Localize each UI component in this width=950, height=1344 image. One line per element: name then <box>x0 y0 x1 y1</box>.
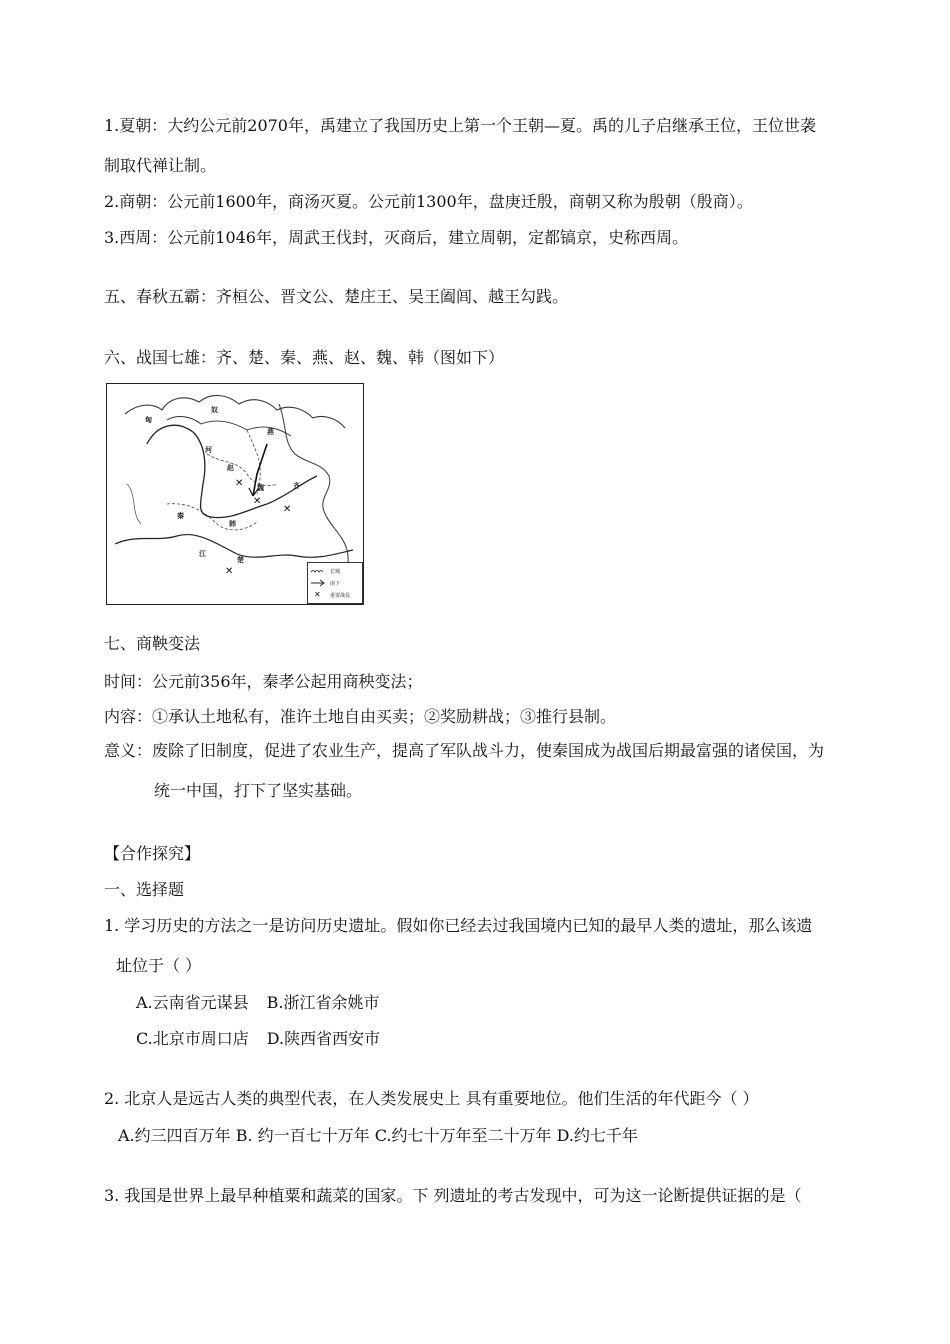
cooperation-header: 【合作探究】 <box>104 844 201 863</box>
question-1-stem-cont: 址位于（ ） <box>116 956 202 975</box>
map-label-xiongnu-1: 匈 <box>145 416 152 424</box>
svg-text:✕: ✕ <box>225 566 234 577</box>
question-1-options-row-2 <box>136 1029 380 1049</box>
question-1-option-a[interactable]: A.云南省元谋县 <box>136 993 249 1012</box>
question-2-stem: 2. 北京人是远古人类的典型代表，在人类发展史上 具有重要地位。他们生活的年代距今（ ） <box>104 1089 759 1108</box>
map-label-jiang: 江 <box>199 550 206 558</box>
svg-text:✕: ✕ <box>253 496 262 507</box>
dynasty-xia-line-cont: 制取代禅让制。 <box>104 156 217 175</box>
svg-text:✕: ✕ <box>314 590 321 599</box>
reform-meaning-cont: 统一中国，打下了坚实基础。 <box>154 781 363 800</box>
spring-autumn-five-hegemons: 五、春秋五霸：齐桓公、晋文公、楚庄王、吴王阖闾、越王勾践。 <box>104 287 569 306</box>
question-1-stem: 1. 学习历史的方法之一是访问历史遗址。假如你已经去过我国境内已知的最早人类的遗址，那么该遗 <box>104 916 813 935</box>
question-2-options[interactable]: A.约三四百万年 B. 约一百七十万年 C.约七十万年至二十万年 D.约七千年 <box>118 1126 638 1145</box>
svg-text:✕: ✕ <box>283 504 292 515</box>
map-label-qin: 秦 <box>177 512 184 520</box>
map-legend <box>307 562 363 604</box>
svg-text:✕: ✕ <box>235 478 244 489</box>
shang-yang-reform-title: 七、商鞅变法 <box>104 634 201 653</box>
reform-meaning: 意义：废除了旧制度，促进了农业生产，提高了军队战斗力，使秦国成为战国后期最富强的诸侯国，为 <box>104 741 825 760</box>
map-label-yan: 燕 <box>267 428 274 436</box>
dynasty-xizhou-line: 3.西周：公元前1046年，周武王伐封，灭商后，建立周朝，定都镐京，史称西周。 <box>104 228 688 247</box>
map-label-wei: 魏 <box>257 484 264 492</box>
reform-content: 内容：①承认土地私有，准许土地自由买卖；②奖励耕战；③推行县制。 <box>104 707 617 726</box>
dynasty-xia-line: 1.夏朝：大约公元前2070年，禹建立了我国历史上第一个王朝—夏。禹的儿子启继承王位，王位世袭 <box>104 116 816 135</box>
reform-time: 时间：公元前356年，秦孝公起用商秧变法； <box>104 672 423 691</box>
question-1-option-b[interactable]: B.浙江省余姚市 <box>266 993 380 1012</box>
map-label-xiongnu-2: 奴 <box>211 406 218 414</box>
dynasty-shang-line: 2.商朝：公元前1600年，商汤灭夏。公元前1300年，盘庚迁殷，商朝又称为殷朝（殷商）。 <box>104 192 753 211</box>
question-1-option-d[interactable]: D.陕西省西安市 <box>266 1029 381 1048</box>
legend-battle-label: 重要战役 <box>330 593 351 599</box>
warring-states-seven: 六、战国七雄：齐、楚、秦、燕、赵、魏、韩（图如下） <box>104 348 505 367</box>
legend-route-label: 南下 <box>330 581 341 587</box>
map-label-qi: 齐 <box>293 482 300 490</box>
legend-wall-label: 长城 <box>330 569 341 575</box>
map-label-zhao: 赵 <box>227 464 234 472</box>
choice-questions-subheader: 一、选择题 <box>104 880 185 899</box>
question-3-stem: 3. 我国是世界上最早种植粟和蔬菜的国家。下 列遗址的考古发现中，可为这一论断提供证据的是（ <box>104 1186 802 1205</box>
map-label-he: 河 <box>205 446 212 454</box>
warring-states-map <box>106 383 364 605</box>
map-label-han: 韩 <box>229 520 236 528</box>
question-1-options-row-1 <box>136 993 380 1013</box>
map-label-chu: 楚 <box>237 556 244 564</box>
question-1-option-c[interactable]: C.北京市周口店 <box>136 1029 249 1048</box>
